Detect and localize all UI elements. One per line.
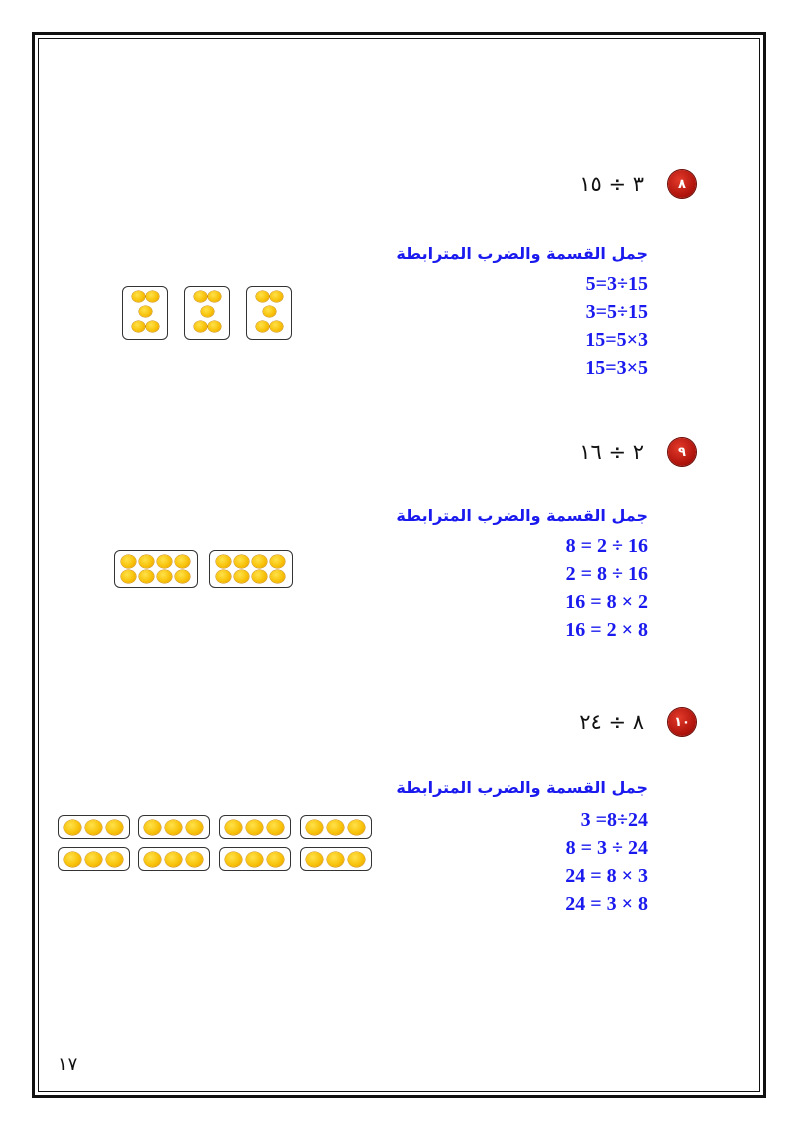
counter bbox=[306, 820, 323, 835]
related-facts-heading: جمل القسمة والضرب المترابطة bbox=[396, 506, 648, 525]
fact-line: 3 =8÷24 bbox=[580, 809, 648, 831]
fact-line: 16 = 2 × 8 bbox=[565, 619, 648, 641]
counter bbox=[267, 852, 284, 867]
division-expression: ٨ ÷ ٢٤ bbox=[579, 710, 644, 734]
related-facts-list bbox=[565, 806, 648, 918]
counter-group bbox=[300, 847, 372, 871]
counter bbox=[139, 570, 154, 583]
counter bbox=[106, 852, 123, 867]
counter bbox=[225, 852, 242, 867]
division-expression: ٢ ÷ ١٦ bbox=[579, 440, 644, 464]
counter bbox=[246, 852, 263, 867]
counter bbox=[85, 820, 102, 835]
problem-number-badge: ١٠ bbox=[668, 708, 696, 736]
counter bbox=[234, 570, 249, 583]
fact-line: 15=5×3 bbox=[585, 329, 648, 351]
counter bbox=[121, 570, 136, 583]
fact-line: 2 = 8 ÷ 16 bbox=[565, 563, 648, 585]
counter bbox=[144, 852, 161, 867]
counter bbox=[157, 555, 172, 568]
counter bbox=[139, 555, 154, 568]
counter bbox=[201, 306, 214, 317]
related-facts-heading: جمل القسمة والضرب المترابطة bbox=[396, 778, 648, 797]
counter-group bbox=[114, 550, 198, 588]
counter bbox=[121, 555, 136, 568]
counter bbox=[186, 820, 203, 835]
counter bbox=[186, 852, 203, 867]
counter bbox=[234, 555, 249, 568]
counter bbox=[132, 321, 145, 332]
counter bbox=[270, 555, 285, 568]
page-number: ١٧ bbox=[58, 1054, 78, 1075]
counter bbox=[146, 321, 159, 332]
counter bbox=[267, 820, 284, 835]
counter bbox=[208, 321, 221, 332]
counter-group bbox=[138, 847, 210, 871]
counter bbox=[327, 852, 344, 867]
counter-group bbox=[209, 550, 293, 588]
division-expression: ٣ ÷ ١٥ bbox=[579, 172, 644, 196]
counter bbox=[175, 555, 190, 568]
counter bbox=[194, 321, 207, 332]
counter bbox=[85, 852, 102, 867]
counter bbox=[327, 820, 344, 835]
counter bbox=[165, 852, 182, 867]
problem-number-badge: ٩ bbox=[668, 438, 696, 466]
counter bbox=[225, 820, 242, 835]
counter bbox=[348, 820, 365, 835]
counter bbox=[246, 820, 263, 835]
counter-group bbox=[58, 815, 130, 839]
counter bbox=[252, 570, 267, 583]
counter bbox=[306, 852, 323, 867]
counter bbox=[252, 555, 267, 568]
counter bbox=[139, 306, 152, 317]
counter-group bbox=[58, 847, 130, 871]
counter bbox=[216, 555, 231, 568]
counter bbox=[348, 852, 365, 867]
counter bbox=[144, 820, 161, 835]
fact-line: 8 = 3 ÷ 24 bbox=[565, 837, 648, 859]
problem-number-badge: ٨ bbox=[668, 170, 696, 198]
counter-group bbox=[219, 847, 291, 871]
counter-group bbox=[138, 815, 210, 839]
fact-line: 15=3×5 bbox=[585, 357, 648, 379]
fact-line: 24 = 8 × 3 bbox=[565, 865, 648, 887]
counter bbox=[270, 570, 285, 583]
related-facts-list bbox=[565, 532, 648, 644]
counter bbox=[64, 820, 81, 835]
counter bbox=[256, 321, 269, 332]
counter bbox=[106, 820, 123, 835]
counter bbox=[216, 570, 231, 583]
counter bbox=[157, 570, 172, 583]
counter bbox=[270, 321, 283, 332]
fact-line: 16 = 8 × 2 bbox=[565, 591, 648, 613]
counter bbox=[263, 306, 276, 317]
related-facts-heading: جمل القسمة والضرب المترابطة bbox=[396, 244, 648, 263]
counter bbox=[165, 820, 182, 835]
counter-group bbox=[300, 815, 372, 839]
fact-line: 8 = 2 ÷ 16 bbox=[565, 535, 648, 557]
fact-line: 3=5÷15 bbox=[585, 301, 648, 323]
fact-line: 5=3÷15 bbox=[585, 273, 648, 295]
counter bbox=[64, 852, 81, 867]
counter-group bbox=[219, 815, 291, 839]
fact-line: 24 = 3 × 8 bbox=[565, 893, 648, 915]
counter bbox=[175, 570, 190, 583]
